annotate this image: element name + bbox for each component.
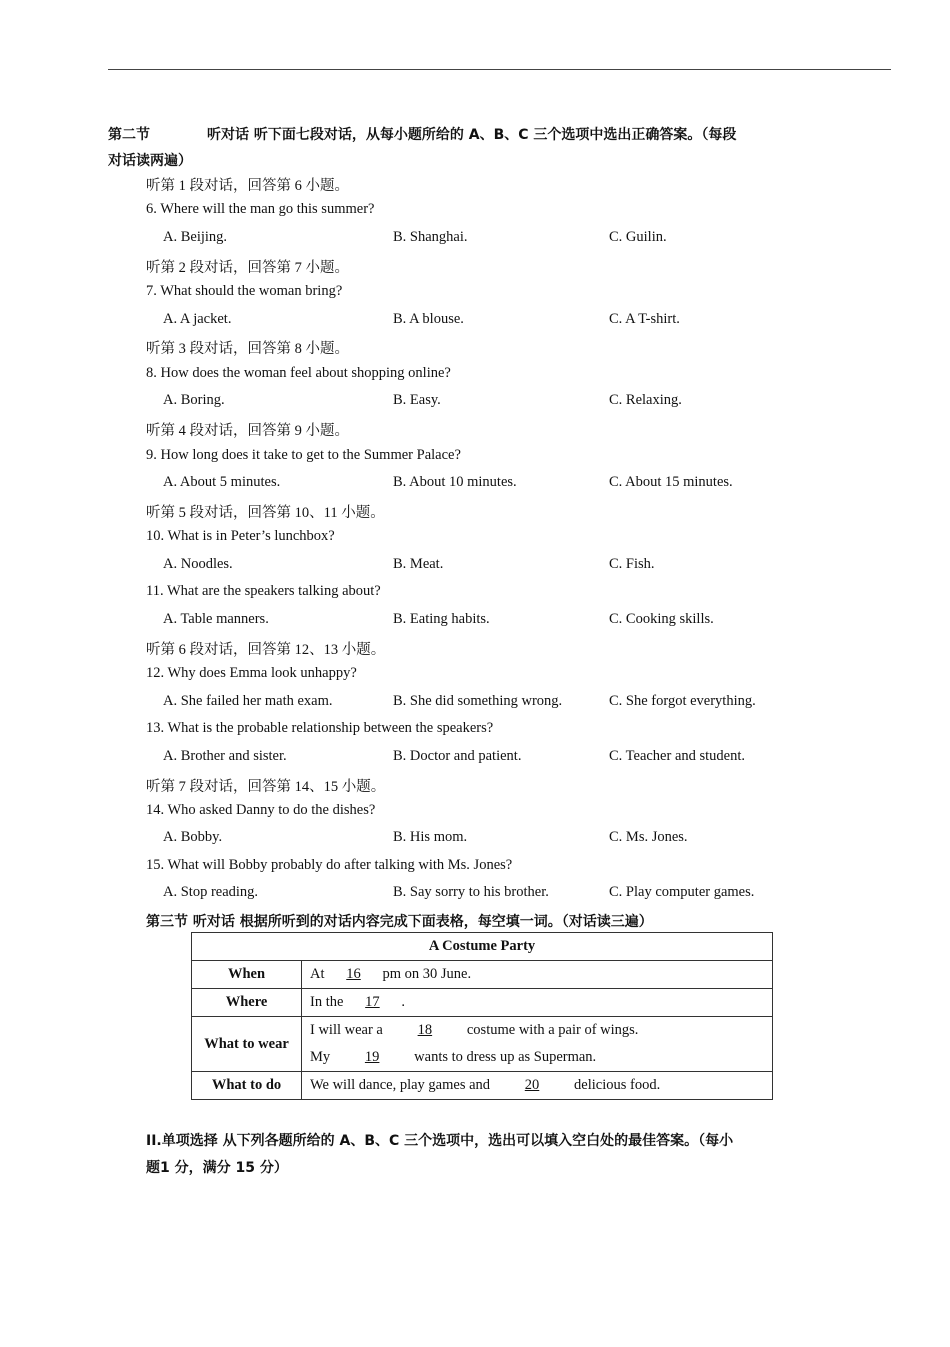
dialogue-intro: 听第 2 段对话，回答第 7 小题。: [146, 260, 349, 276]
question-text: 6. Where will the man go this summer?: [146, 201, 375, 217]
question-text: 7. What should the woman bring?: [146, 283, 343, 299]
table-title: A Costume Party: [192, 933, 773, 961]
option-b: B. Easy.: [393, 392, 441, 408]
option-c: C. Cooking skills.: [609, 611, 714, 627]
option-a: A. Boring.: [163, 392, 225, 408]
option-b: B. Meat.: [393, 556, 444, 572]
option-a: A. Bobby.: [163, 829, 223, 845]
question-text: 8. How does the woman feel about shopping online?: [146, 365, 451, 381]
option-c: C. Guilin.: [609, 229, 667, 245]
option-c: C. Teacher and student.: [609, 748, 746, 764]
section2-heading-text: 听对话 听下面七段对话，从每小题所给的 A、B、C 三个选项中选出正确答案。（每段: [207, 127, 737, 143]
option-b: B. Say sorry to his brother.: [393, 884, 549, 900]
option-c: C. Ms. Jones.: [609, 829, 688, 845]
part2-heading-cont: 题1 分，满分 15 分）: [146, 1160, 288, 1176]
question-text: 14. Who asked Danny to do the dishes?: [146, 802, 376, 818]
option-c: C. She forgot everything.: [609, 693, 756, 709]
what-to-wear-value: [302, 1017, 773, 1072]
dialogue-intro: 听第 3 段对话，回答第 8 小题。: [146, 341, 349, 357]
question-text: 9. How long does it take to get to the Summer Palace?: [146, 447, 461, 463]
option-b: B. Shanghai.: [393, 229, 468, 245]
blank-17: 17: [365, 994, 380, 1010]
question-text: 10. What is in Peter’s lunchbox?: [146, 528, 335, 544]
section2-heading-label: 第二节: [108, 127, 150, 143]
dialogue-intro: 听第 1 段对话，回答第 6 小题。: [146, 178, 349, 194]
blank-19: 19: [364, 1049, 380, 1065]
question-text: 15. What will Bobby probably do after talking with Ms. Jones?: [146, 857, 513, 873]
option-b: B. About 10 minutes.: [393, 474, 517, 490]
option-c: C. A T-shirt.: [609, 311, 680, 327]
when-value: At 16 pm on 30 June.: [302, 961, 773, 989]
dialogue-intro: 听第 5 段对话，回答第 10、11 小题。: [146, 505, 385, 521]
question-text: 13. What is the probable relationship between the speakers?: [146, 720, 494, 736]
blank-18: 18: [417, 1022, 433, 1038]
blank-20: 20: [524, 1077, 540, 1093]
option-a: A. Stop reading.: [163, 884, 259, 900]
option-c: C. Play computer games.: [609, 884, 755, 900]
option-a: A. She failed her math exam.: [163, 693, 333, 709]
what-to-wear-label: What to wear: [192, 1017, 302, 1072]
where-value: In the 17 .: [302, 989, 773, 1017]
option-a: A. Beijing.: [163, 229, 228, 245]
what-to-do-value: We will dance, play games and 20 delicious food.: [302, 1072, 773, 1100]
wear-line-2: My 19 wants to dress up as Superman.: [310, 1044, 764, 1071]
top-rule: [108, 69, 891, 70]
option-b: B. She did something wrong.: [393, 693, 563, 709]
what-to-do-label: What to do: [192, 1072, 302, 1100]
dialogue-intro: 听第 6 段对话，回答第 12、13 小题。: [146, 642, 386, 658]
option-c: C. Relaxing.: [609, 392, 682, 408]
option-c: C. About 15 minutes.: [609, 474, 733, 490]
option-a: A. Brother and sister.: [163, 748, 287, 764]
blank-16: 16: [346, 966, 361, 982]
option-b: B. Doctor and patient.: [393, 748, 522, 764]
option-b: B. His mom.: [393, 829, 468, 845]
option-a: A. About 5 minutes.: [163, 474, 281, 490]
where-label: Where: [192, 989, 302, 1017]
option-c: C. Fish.: [609, 556, 655, 572]
costume-party-table: [191, 932, 773, 1100]
when-label: When: [192, 961, 302, 989]
option-b: B. Eating habits.: [393, 611, 490, 627]
option-a: A. A jacket.: [163, 311, 232, 327]
section3-heading: 第三节 听对话 根据所听到的对话内容完成下面表格，每空填一词。（对话读三遍）: [146, 914, 653, 930]
dialogue-intro: 听第 7 段对话，回答第 14、15 小题。: [146, 779, 386, 795]
option-a: A. Table manners.: [163, 611, 269, 627]
question-text: 12. Why does Emma look unhappy?: [146, 665, 357, 681]
part2-heading: II.单项选择 从下列各题所给的 A、B、C 三个选项中，选出可以填入空白处的最佳答案。（每小: [146, 1133, 734, 1149]
section2-heading-cont: 对话读两遍）: [108, 153, 192, 169]
wear-line-1: I will wear a 18 costume with a pair of wings.: [310, 1017, 764, 1044]
dialogue-intro: 听第 4 段对话，回答第 9 小题。: [146, 423, 349, 439]
option-b: B. A blouse.: [393, 311, 464, 327]
question-text: 11. What are the speakers talking about?: [146, 583, 381, 599]
option-a: A. Noodles.: [163, 556, 233, 572]
